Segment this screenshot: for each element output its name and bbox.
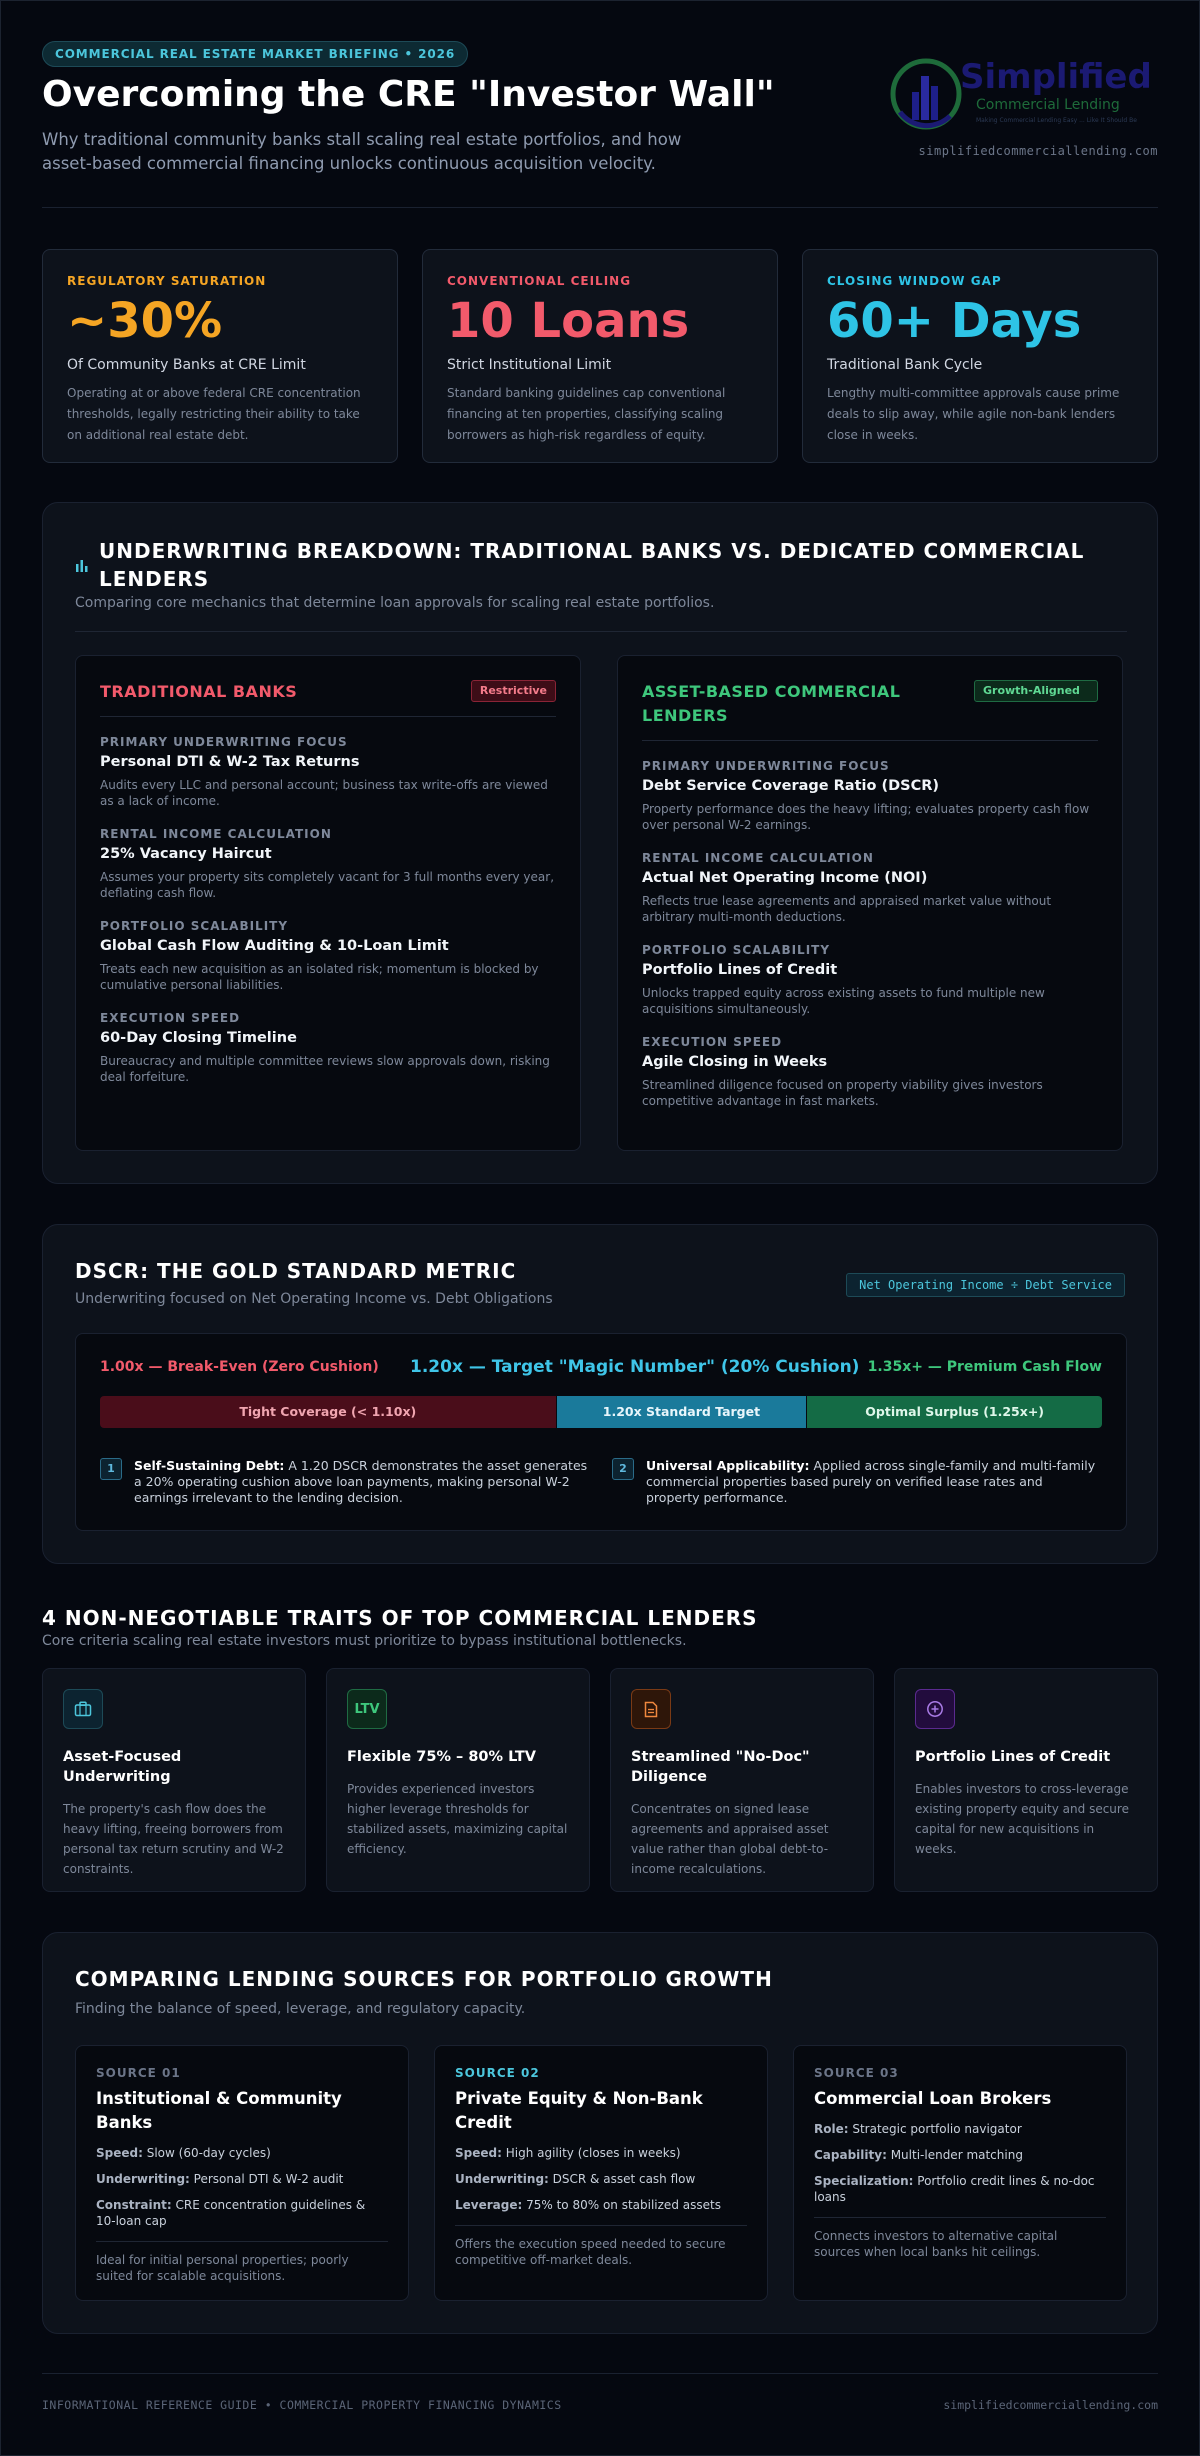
- source-line: [455, 2171, 747, 2187]
- trait-description: Enables investors to cross-leverage existing property equity and secure capital for new acquisitions in weeks.: [915, 1782, 1129, 1856]
- line-value: 75% to 80% on stabilized assets: [522, 2198, 721, 2212]
- line-value: CRE concentration guidelines & 10-loan cap: [96, 2198, 366, 2228]
- source-line: [96, 2145, 388, 2161]
- stat-card-conventional: [422, 249, 778, 463]
- trait-card-ltv: [326, 1668, 590, 1892]
- underwriting-subtitle: Comparing core mechanics that determine loan approvals for scaling real estate portfolios.: [75, 595, 715, 611]
- stat-card-regulatory: [42, 249, 398, 463]
- stat-eyebrow: CLOSING WINDOW GAP: [827, 274, 1002, 288]
- sources-title: COMPARING LENDING SOURCES FOR PORTFOLIO GROWTH: [75, 1967, 773, 1991]
- item-label: EXECUTION SPEED: [642, 1035, 783, 1049]
- item-label: EXECUTION SPEED: [100, 1011, 241, 1025]
- plus-circle-icon: [915, 1689, 955, 1729]
- lenders-column-title: ASSET-BASED COMMERCIAL LENDERS: [642, 682, 901, 725]
- source-title: Private Equity & Non-Bank Credit: [455, 2089, 703, 2132]
- trait-description: Provides experienced investors higher leverage thresholds for stabilized assets, maximizing capital efficiency.: [347, 1782, 568, 1856]
- stat-value: 10 Loans: [447, 293, 690, 349]
- source-footnote: Connects investors to alternative capital sources when local banks hit ceilings.: [814, 2217, 1106, 2260]
- source-footnote: Ideal for initial personal properties; poorly suited for scalable acquisitions.: [96, 2241, 388, 2284]
- dscr-title: DSCR: THE GOLD STANDARD METRIC: [75, 1259, 517, 1283]
- traditional-banks-column: [75, 655, 581, 1151]
- note-number: 1: [100, 1458, 122, 1480]
- stat-label: Of Community Banks at CRE Limit: [67, 357, 306, 373]
- stat-value: 60+ Days: [827, 293, 1082, 349]
- lenders-item-focus: [642, 759, 1098, 833]
- trait-title: Asset-Focused Underwriting: [63, 1749, 182, 1785]
- growth-aligned-badge: Growth-Aligned: [974, 680, 1098, 702]
- line-key: Underwriting:: [455, 2172, 549, 2186]
- traits-title: 4 NON-NEGOTIABLE TRAITS OF TOP COMMERCIAL LENDERS: [42, 1606, 758, 1630]
- stat-description: Lengthy multi-committee approvals cause prime deals to slip away, while agile non-bank lenders close in weeks.: [827, 386, 1120, 442]
- premium-label: 1.35x+ — Premium Cash Flow: [867, 1359, 1102, 1375]
- briefing-eyebrow: COMMERCIAL REAL ESTATE MARKET BRIEFING • 2026: [42, 41, 468, 67]
- item-label: RENTAL INCOME CALCULATION: [100, 827, 332, 841]
- source-line: [814, 2173, 1106, 2205]
- traits-subtitle: Core criteria scaling real estate investors must prioritize to bypass institutional bottlenecks.: [42, 1633, 687, 1649]
- footer-caption: INFORMATIONAL REFERENCE GUIDE • COMMERCIAL PROPERTY FINANCING DYNAMICS: [42, 2398, 562, 2412]
- item-description: Audits every LLC and personal account; business tax write-offs are viewed as a lack of income.: [100, 778, 548, 808]
- dscr-note-1: [100, 1458, 588, 1506]
- source-eyebrow: SOURCE 03: [814, 2066, 899, 2080]
- break-even-label: 1.00x — Break-Even (Zero Cushion): [100, 1359, 379, 1375]
- source-line: [814, 2121, 1106, 2137]
- item-description: Bureaucracy and multiple committee reviews slow approvals down, risking deal forfeiture.: [100, 1054, 550, 1084]
- restrictive-badge: Restrictive: [471, 680, 556, 702]
- item-description: Assumes your property sits completely vacant for 3 full months every year, deflating cash flow.: [100, 870, 555, 900]
- line-key: Capability:: [814, 2148, 887, 2162]
- trait-title: Streamlined "No-Doc" Diligence: [631, 1749, 810, 1785]
- dscr-note-2: [612, 1458, 1100, 1506]
- source-eyebrow: SOURCE 01: [96, 2066, 181, 2080]
- dscr-scale-box: [75, 1333, 1127, 1531]
- line-value: High agility (closes in weeks): [501, 2146, 681, 2160]
- item-label: PRIMARY UNDERWRITING FOCUS: [642, 759, 890, 773]
- stat-label: Strict Institutional Limit: [447, 357, 612, 373]
- source-card-brokers: [793, 2045, 1127, 2301]
- trait-title: Portfolio Lines of Credit: [915, 1749, 1111, 1765]
- item-value: Portfolio Lines of Credit: [642, 962, 838, 978]
- stat-card-closing: [802, 249, 1158, 463]
- trait-card-asset-focused: [42, 1668, 306, 1892]
- item-label: PORTFOLIO SCALABILITY: [642, 943, 831, 957]
- document-icon: [631, 1689, 671, 1729]
- banks-item-rental: [100, 827, 556, 901]
- source-line: [96, 2197, 388, 2229]
- stat-description: Standard banking guidelines cap conventional financing at ten properties, classifying scaling borrowers as high-risk regardless of equity.: [447, 386, 726, 442]
- source-footnote: Offers the execution speed needed to secure competitive off-market deals.: [455, 2225, 747, 2268]
- trait-card-no-doc: [610, 1668, 874, 1892]
- note-number: 2: [612, 1458, 634, 1480]
- item-value: Debt Service Coverage Ratio (DSCR): [642, 778, 940, 794]
- lenders-item-scalability: [642, 943, 1098, 1017]
- line-key: Constraint:: [96, 2198, 172, 2212]
- source-card-private-equity: [434, 2045, 768, 2301]
- company-logo: [890, 54, 1160, 136]
- trait-card-credit-lines: [894, 1668, 1158, 1892]
- banks-column-title: TRADITIONAL BANKS: [100, 682, 298, 701]
- ltv-icon: LTV: [347, 1689, 387, 1729]
- target-label: 1.20x — Target "Magic Number" (20% Cushion): [410, 1357, 860, 1377]
- item-label: PRIMARY UNDERWRITING FOCUS: [100, 735, 348, 749]
- underwriting-title: UNDERWRITING BREAKDOWN: TRADITIONAL BANKS VS. DEDICATED COMMERCIAL LENDERS: [99, 539, 1085, 591]
- line-value: Strategic portfolio navigator: [848, 2122, 1022, 2136]
- item-description: Streamlined diligence focused on property viability gives investors competitive advantage in fast markets.: [642, 1078, 1043, 1108]
- bar-chart-icon: [75, 557, 89, 576]
- footer-site-link[interactable]: simplifiedcommerciallending.com: [943, 2398, 1158, 2412]
- source-line: [455, 2145, 747, 2161]
- site-url[interactable]: simplifiedcommerciallending.com: [918, 144, 1158, 158]
- line-key: Role:: [814, 2122, 849, 2136]
- dscr-subtitle: Underwriting focused on Net Operating Income vs. Debt Obligations: [75, 1291, 553, 1307]
- underwriting-divider: [75, 631, 1127, 632]
- line-key: Specialization:: [814, 2174, 914, 2188]
- item-description: Property performance does the heavy lifting; evaluates property cash flow over personal W-2 earnings.: [642, 802, 1090, 832]
- source-line: [96, 2171, 388, 2187]
- dscr-coverage-bar: [100, 1396, 1102, 1428]
- dscr-segment-3: Optimal Surplus (1.25x+): [806, 1396, 1102, 1428]
- item-value: Agile Closing in Weeks: [642, 1054, 828, 1070]
- svg-text:Simplified: Simplified: [960, 57, 1152, 97]
- source-line: [814, 2147, 1106, 2163]
- item-value: Personal DTI & W-2 Tax Returns: [100, 754, 360, 770]
- item-label: PORTFOLIO SCALABILITY: [100, 919, 289, 933]
- dscr-segment-2: 1.20x Standard Target: [556, 1396, 807, 1428]
- trait-title: Flexible 75% – 80% LTV: [347, 1749, 537, 1765]
- svg-text:Making Commercial Lending Easy: Making Commercial Lending Easy ... Like It Should Be: [976, 117, 1137, 124]
- footer-divider: [42, 2373, 1158, 2374]
- stat-eyebrow: CONVENTIONAL CEILING: [447, 274, 632, 288]
- trait-description: The property's cash flow does the heavy lifting, freeing borrowers from personal tax return scrutiny and W-2 constraints.: [63, 1802, 284, 1876]
- svg-text:Commercial Lending: Commercial Lending: [976, 97, 1120, 113]
- sources-subtitle: Finding the balance of speed, leverage, and regulatory capacity.: [75, 2001, 526, 2017]
- item-label: RENTAL INCOME CALCULATION: [642, 851, 874, 865]
- item-value: Actual Net Operating Income (NOI): [642, 870, 928, 886]
- source-line: [455, 2197, 747, 2213]
- source-title: Institutional & Community Banks: [96, 2089, 342, 2132]
- dscr-segment-1: Tight Coverage (< 1.10x): [100, 1396, 556, 1428]
- page-title: Overcoming the CRE "Investor Wall": [42, 74, 775, 115]
- note-text: Applied across single-family and multi-family commercial properties based purely on verified lease rates and property performance.: [646, 1458, 1096, 1505]
- dscr-formula-tag: Net Operating Income ÷ Debt Service: [846, 1273, 1125, 1297]
- sources-panel: [42, 1932, 1158, 2334]
- line-key: Speed:: [455, 2146, 502, 2160]
- note-bold: Universal Applicability:: [646, 1458, 810, 1473]
- note-text: A 1.20 DSCR demonstrates the asset generates a 20% operating cushion above loan payments, making personal W-2 earnings irrelevant to the lending decision.: [134, 1458, 588, 1505]
- line-key: Leverage:: [455, 2198, 523, 2212]
- page-subtitle: Why traditional community banks stall scaling real estate portfolios, and how asset-based commercial financing unlocks continuous acquisition velocity.: [42, 130, 682, 173]
- commercial-lenders-column: [617, 655, 1123, 1151]
- line-value: Personal DTI & W-2 audit: [189, 2172, 344, 2186]
- line-key: Speed:: [96, 2146, 143, 2160]
- stat-label: Traditional Bank Cycle: [827, 357, 983, 373]
- source-eyebrow: SOURCE 02: [455, 2066, 540, 2080]
- line-value: Portfolio credit lines & no-doc loans: [814, 2174, 1095, 2204]
- lenders-item-rental: [642, 851, 1098, 925]
- item-description: Unlocks trapped equity across existing assets to fund multiple new acquisitions simultaneously.: [642, 986, 1045, 1016]
- banks-item-focus: [100, 735, 556, 809]
- stat-eyebrow: REGULATORY SATURATION: [67, 274, 267, 288]
- line-key: Underwriting:: [96, 2172, 190, 2186]
- stat-value: ~30%: [67, 293, 223, 349]
- item-value: 25% Vacancy Haircut: [100, 846, 272, 862]
- briefcase-icon: [63, 1689, 103, 1729]
- trait-description: Concentrates on signed lease agreements and appraised asset value rather than global debt-to-income recalculations.: [631, 1802, 829, 1876]
- line-value: Multi-lender matching: [886, 2148, 1023, 2162]
- banks-item-scalability: [100, 919, 556, 993]
- banks-item-speed: [100, 1011, 556, 1085]
- logo-mark-icon: [890, 54, 1160, 136]
- item-value: Global Cash Flow Auditing & 10-Loan Limit: [100, 938, 449, 954]
- lenders-item-speed: [642, 1035, 1098, 1109]
- stat-description: Operating at or above federal CRE concentration thresholds, legally restricting their ability to take on additional real estate debt.: [67, 386, 361, 442]
- source-title: Commercial Loan Brokers: [814, 2089, 1052, 2108]
- item-value: 60-Day Closing Timeline: [100, 1030, 297, 1046]
- dscr-panel: [42, 1224, 1158, 1564]
- underwriting-panel: [42, 502, 1158, 1184]
- note-bold: Self-Sustaining Debt:: [134, 1458, 285, 1473]
- item-description: Reflects true lease agreements and appraised market value without arbitrary multi-month deductions.: [642, 894, 1052, 924]
- line-value: Slow (60-day cycles): [142, 2146, 271, 2160]
- source-card-banks: [75, 2045, 409, 2301]
- item-description: Treats each new acquisition as an isolated risk; momentum is blocked by cumulative personal liabilities.: [100, 962, 539, 992]
- line-value: DSCR & asset cash flow: [548, 2172, 696, 2186]
- header-divider: [42, 207, 1158, 208]
